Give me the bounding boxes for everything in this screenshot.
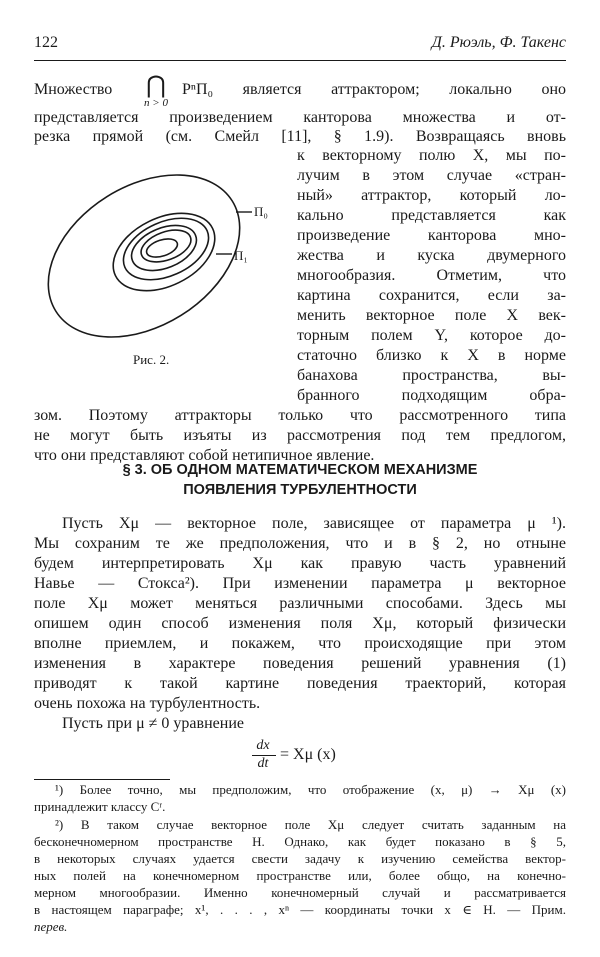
page-header (34, 34, 566, 56)
body-line: вполне приемлем, и покажем, что происходящие при этом (34, 635, 566, 652)
intersection-sign: ⋂ (146, 73, 166, 99)
paragraph1-tail: зом. Поэтому аттракторы только что рассмотренного типа (34, 407, 566, 424)
body-line: Пусть Xμ — векторное поле, зависящее от параметра μ ¹). (62, 515, 566, 532)
body-line: приводят к такой картине поведения траекторий, которая (34, 675, 566, 692)
display-formula (250, 738, 350, 786)
footnote-2-line: в настоящем параграфе; x¹, . . . , xⁿ — координаты точки x ∈ H. — Прим. (34, 902, 566, 917)
column-line: жества и куска двумерного (297, 247, 566, 264)
column-line: произведение канторова мно- (297, 227, 566, 244)
paragraph1-tail: что они представляют собой нетипичное явление. (34, 447, 375, 464)
body-line: поле Xμ может меняться различными способами. Здесь мы (34, 595, 566, 612)
footnote-2-line: мерном многообразии. Именно конечномерный случай и рассматривается (34, 885, 566, 900)
column-line: кально представляется как (297, 207, 566, 224)
paragraph1-line2: представляется произведением канторова множества и от- (34, 109, 566, 126)
column-line: ный» аттрактор, который ло- (297, 187, 566, 204)
body-line: Навье — Стокса²). При изменении параметра μ векторное (34, 575, 566, 592)
footnote-1-line: принадлежит классу Cʳ. (34, 799, 166, 814)
body-line: Мы сохраним те же предположения, что и в § 2, но отныне (34, 535, 566, 552)
inner-ring (114, 206, 218, 292)
column-line: статочно близко к X в норме (297, 347, 566, 364)
section-heading-line1: § 3. ОБ ОДНОМ МАТЕМАТИЧЕСКОМ МЕХАНИЗМЕ (122, 462, 478, 478)
footnote-2-line: в некоторых случаях удается свести задачу к изучению семейства вектор- (34, 851, 566, 866)
formula-rhs: = Xμ (x) (280, 746, 336, 763)
paragraph1-tail: не могут быть изъяты из рассмотрения под тем предлогом, (34, 427, 566, 444)
column-line: картина сохранится, если за- (297, 287, 566, 304)
header-rule (34, 60, 566, 61)
inner-ring (101, 198, 228, 306)
intro-line: Пусть при μ ≠ 0 уравнение (62, 715, 244, 732)
body-line: изменения в характере поведения решений уравнения (1) (34, 655, 566, 672)
footnote-2-line: перев. (34, 919, 68, 934)
body-line: будем интерпретировать Xμ как правую часть уравнений (34, 555, 566, 572)
column-line: лучим в этом случае «стран- (297, 167, 566, 184)
column-line: банахова пространства, вы- (297, 367, 566, 384)
figure-attractor-diagram (38, 172, 258, 342)
intersection-subscript: n > 0 (144, 97, 168, 109)
column-line: менить векторное поле X век- (297, 307, 566, 324)
inner-ring (137, 224, 195, 268)
footnote-2-line: ных полей на конечномерном пространстве или, более общо, на конечно- (34, 868, 566, 883)
body-line: очень похожа на турбулентность. (34, 695, 261, 712)
page-number: 122 (34, 34, 58, 51)
formula-denominator: dt (257, 756, 269, 771)
paragraph1-line3: резка прямой (см. Смейл [11], § 1.9). Возвращаясь вновь (34, 128, 566, 145)
label-pi0: Π₀ (254, 204, 268, 219)
body-line: опишем один способ изменения поля Xμ, который физически (34, 615, 566, 632)
outer-ellipse (38, 172, 258, 342)
formula-numerator: dx (256, 738, 270, 753)
column-line: торным полем Y, которое до- (297, 327, 566, 344)
column-line: бранного подходящим обра- (297, 387, 566, 404)
column-line: многообразия. Отметим, что (297, 267, 566, 284)
paragraph1-line1: Множество ⋂ n > 0 PⁿΠ₀ является аттрактором; локально оно (34, 73, 566, 109)
label-pi1: Π₁ (234, 248, 248, 263)
inner-ring (125, 217, 203, 280)
figure-caption: Рис. 2. (133, 352, 170, 367)
footnote-2-line: бесконечномерном пространстве H. Однако, как будет показано в § 5, (34, 834, 566, 849)
running-head: Д. Рюэль, Ф. Такенс (431, 34, 566, 51)
footnote-2-line: ²) В таком случае векторное поле Xμ следует считать заданным на (55, 817, 566, 832)
column-line: к векторному полю X, мы по- (297, 147, 566, 164)
section-heading-line2: ПОЯВЛЕНИЯ ТУРБУЛЕНТНОСТИ (183, 482, 417, 498)
footnote-1-line: ¹) Более точно, мы предположим, что отображение (x, μ) → Xμ (x) (55, 782, 566, 797)
footnote-rule (34, 779, 170, 780)
